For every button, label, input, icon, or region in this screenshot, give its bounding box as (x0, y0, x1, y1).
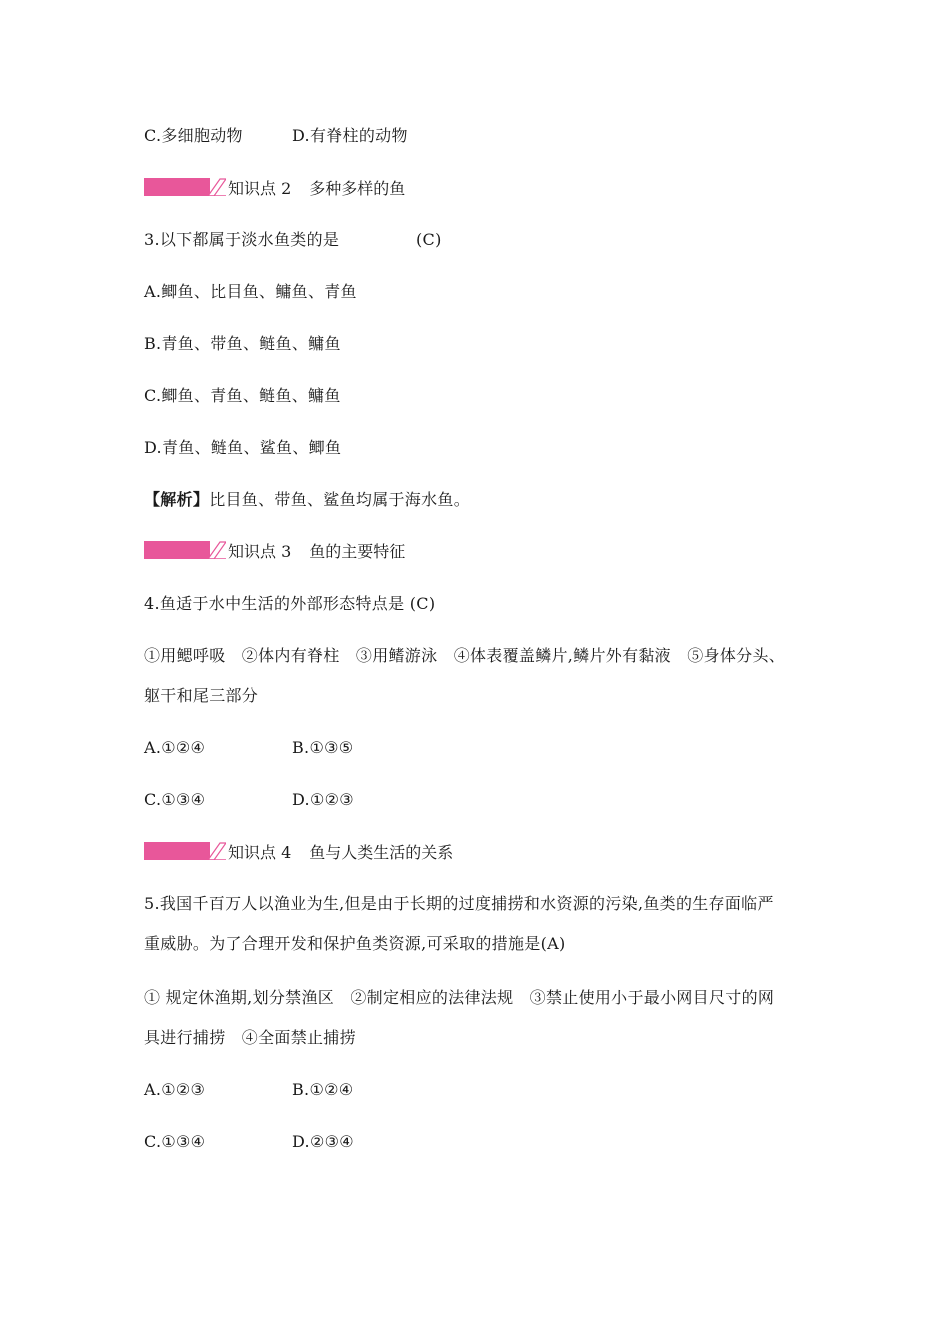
q5-stem-line-2: 重威胁。为了合理开发和保护鱼类资源,可采取的措施是(A) (144, 934, 566, 953)
q4-option-b: B.①③⑤ (292, 738, 354, 757)
q2-options-row (144, 126, 243, 146)
q4-items-line-1: ①用鳃呼吸 ②体内有脊柱 ③用鳍游泳 ④体表覆盖鳞片,鳞片外有黏液 ⑤身体分头、 (144, 646, 786, 665)
knowledge-point-title: 多种多样的鱼 (309, 179, 406, 198)
q3-option-b: B.青鱼、带鱼、鲢鱼、鳙鱼 (144, 334, 341, 353)
knowledge-point-label: 知识点 2 (228, 179, 292, 198)
knowledge-point-tag-icon (144, 178, 226, 196)
q3-option-d: D.青鱼、鲢鱼、鲨鱼、鲫鱼 (144, 438, 342, 457)
q2-option-d: D.有脊柱的动物 (292, 126, 408, 145)
q4-stem: 4.鱼适于水中生活的外部形态特点是 (C) (144, 594, 436, 613)
q5-option-d: D.②③④ (292, 1132, 354, 1151)
q3-option-a: A.鲫鱼、比目鱼、鳙鱼、青鱼 (144, 282, 357, 301)
q4-option-a: A.①②④ (144, 738, 206, 757)
knowledge-point-3-heading (228, 542, 405, 562)
knowledge-point-tag-icon (144, 541, 226, 559)
q5-option-a: A.①②③ (144, 1080, 206, 1099)
knowledge-point-label: 知识点 4 (228, 843, 292, 862)
knowledge-point-tag-icon (144, 842, 226, 860)
q5-option-c: C.①③④ (144, 1132, 206, 1151)
q5-items-line-1: ① 规定休渔期,划分禁渔区 ②制定相应的法律法规 ③禁止使用小于最小网目尺寸的网 (144, 988, 775, 1007)
analysis-label: 【解析】 (144, 490, 210, 509)
q4-items-line-2: 躯干和尾三部分 (144, 686, 259, 705)
q3-option-c: C.鲫鱼、青鱼、鲢鱼、鳙鱼 (144, 386, 341, 405)
knowledge-point-title: 鱼与人类生活的关系 (309, 843, 454, 862)
knowledge-point-4-heading (228, 843, 453, 863)
q3-analysis (144, 490, 470, 510)
analysis-text: 比目鱼、带鱼、鲨鱼均属于海水鱼。 (209, 490, 471, 509)
q3-stem: 3.以下都属于淡水鱼类的是 (144, 230, 340, 249)
knowledge-point-2-heading (228, 179, 405, 199)
q2-option-c: C.多细胞动物 (144, 126, 243, 145)
knowledge-point-label: 知识点 3 (228, 542, 292, 561)
q5-items-line-2: 具进行捕捞 ④全面禁止捕捞 (144, 1028, 356, 1047)
knowledge-point-title: 鱼的主要特征 (309, 542, 406, 561)
q3-answer: (C) (416, 230, 442, 249)
q5-stem-line-1: 5.我国千百万人以渔业为生,但是由于长期的过度捕捞和水资源的污染,鱼类的生存面临严 (144, 894, 774, 913)
q4-option-c: C.①③④ (144, 790, 206, 809)
q4-option-d: D.①②③ (292, 790, 354, 809)
q5-option-b: B.①②④ (292, 1080, 354, 1099)
